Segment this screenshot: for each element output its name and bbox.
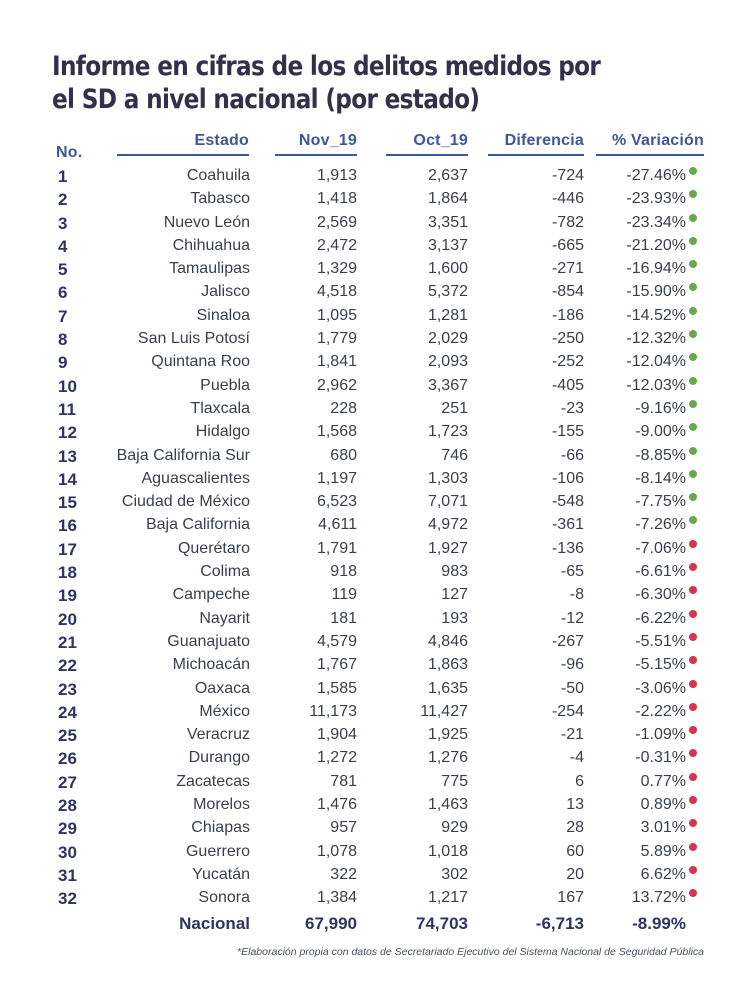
table-row — [0, 305, 753, 328]
row-no: 22 — [58, 656, 77, 676]
row-no: 21 — [58, 632, 77, 652]
row-diferencia: -21 — [560, 726, 584, 744]
table-row — [0, 468, 753, 491]
row-no: 10 — [58, 376, 77, 396]
row-oct: 983 — [441, 563, 468, 581]
row-estado: Querétaro — [177, 539, 250, 557]
red-dot-icon — [689, 563, 697, 571]
row-estado: Veracruz — [186, 726, 250, 744]
red-dot-icon — [689, 680, 697, 688]
table-row — [0, 864, 753, 887]
row-oct: 3,137 — [427, 236, 468, 254]
row-estado: Nuevo León — [163, 213, 250, 231]
row-no: 5 — [58, 260, 68, 280]
footnote: *Elaboración propia con datos de Secretariado Ejecutivo del Sistema Nacional de Seguridad Pública — [237, 946, 704, 958]
table-row — [0, 794, 753, 817]
row-nov: 918 — [330, 563, 357, 581]
row-nov: 1,779 — [316, 330, 357, 348]
row-oct: 5,372 — [427, 283, 468, 301]
row-diferencia: -23 — [560, 399, 584, 417]
row-estado: Zacatecas — [176, 772, 250, 790]
row-estado: Colima — [200, 563, 250, 581]
green-dot-icon — [689, 377, 697, 385]
row-oct: 1,281 — [427, 306, 468, 324]
row-diferencia: 20 — [566, 865, 584, 883]
row-oct: 1,303 — [427, 469, 468, 487]
header-nov: Nov_19 — [275, 132, 357, 156]
row-oct: 1,927 — [427, 539, 468, 557]
row-variacion: -9.00% — [635, 423, 686, 441]
table-row — [0, 631, 753, 654]
row-variacion: 13.72% — [631, 889, 686, 907]
row-variacion: -23.93% — [626, 190, 686, 208]
row-diferencia: -724 — [551, 167, 584, 184]
row-no: 24 — [58, 702, 77, 722]
row-estado: Campeche — [172, 586, 250, 604]
row-variacion: -9.16% — [635, 399, 686, 417]
row-nov: 322 — [330, 865, 357, 883]
row-estado: Ciudad de México — [121, 493, 250, 511]
row-oct: 1,600 — [427, 260, 468, 278]
row-no: 14 — [58, 469, 77, 489]
header-diferencia: Diferencia — [488, 132, 584, 156]
row-nov: 1,904 — [316, 726, 357, 744]
row-no: 2 — [58, 190, 68, 210]
row-variacion: -0.31% — [635, 749, 686, 767]
table-row — [0, 747, 753, 770]
row-nov: 1,568 — [316, 423, 357, 441]
row-nov: 6,523 — [316, 493, 357, 511]
row-nov: 119 — [331, 586, 357, 604]
table-row — [0, 584, 753, 607]
green-dot-icon — [689, 237, 697, 245]
table-row — [0, 491, 753, 514]
table-row — [0, 841, 753, 864]
row-diferencia: -136 — [551, 539, 584, 557]
row-oct: 7,071 — [427, 493, 468, 511]
row-nov: 781 — [330, 772, 357, 790]
row-diferencia: 13 — [566, 796, 584, 814]
row-no: 25 — [58, 726, 77, 746]
row-estado: México — [199, 702, 250, 720]
red-dot-icon — [689, 726, 697, 734]
row-no: 4 — [58, 236, 68, 256]
row-oct: 2,637 — [427, 167, 468, 184]
row-nov: 957 — [330, 819, 357, 837]
header-estado: Estado — [117, 132, 249, 156]
row-diferencia: 167 — [557, 889, 584, 907]
table-body — [0, 165, 753, 911]
row-no: 28 — [58, 796, 77, 816]
header-variacion: % Variación — [596, 132, 704, 156]
row-oct: 4,846 — [427, 632, 468, 650]
table-row — [0, 724, 753, 747]
green-dot-icon — [689, 493, 697, 501]
red-dot-icon — [689, 703, 697, 711]
table-row — [0, 538, 753, 561]
row-no: 12 — [58, 423, 77, 443]
row-variacion: -7.26% — [635, 516, 686, 534]
row-nov: 181 — [330, 609, 357, 627]
row-estado: Nayarit — [199, 609, 250, 627]
red-dot-icon — [689, 610, 697, 618]
row-oct: 1,925 — [427, 726, 468, 744]
row-diferencia: -106 — [551, 469, 584, 487]
green-dot-icon — [689, 167, 697, 175]
red-dot-icon — [689, 749, 697, 757]
row-diferencia: -361 — [551, 516, 584, 534]
row-estado: Puebla — [200, 376, 250, 394]
row-variacion: -6.30% — [635, 586, 686, 604]
row-no: 23 — [58, 679, 77, 699]
table-row — [0, 608, 753, 631]
table-row — [0, 701, 753, 724]
row-oct: 193 — [441, 609, 468, 627]
row-oct: 2,029 — [427, 330, 468, 348]
row-nov: 4,518 — [316, 283, 357, 301]
green-dot-icon — [689, 516, 697, 524]
table-row — [0, 771, 753, 794]
page-title — [52, 50, 611, 116]
row-diferencia: -4 — [569, 749, 584, 767]
row-no: 16 — [58, 516, 77, 536]
row-variacion: 3.01% — [640, 819, 686, 837]
green-dot-icon — [689, 423, 697, 431]
row-diferencia: -250 — [551, 330, 584, 348]
table-row — [0, 375, 753, 398]
row-estado: Baja California — [145, 516, 250, 534]
row-oct: 302 — [441, 865, 468, 883]
total-variacion: -8.99% — [632, 914, 686, 933]
red-dot-icon — [689, 819, 697, 827]
row-no: 30 — [58, 842, 77, 862]
row-diferencia: -186 — [551, 306, 584, 324]
row-diferencia: -267 — [551, 632, 584, 650]
row-oct: 1,723 — [427, 423, 468, 441]
row-oct: 929 — [441, 819, 468, 837]
row-diferencia: -50 — [560, 679, 584, 697]
row-diferencia: 60 — [566, 842, 584, 860]
row-estado: Guerrero — [185, 842, 250, 860]
row-no: 18 — [58, 563, 77, 583]
header-oct: Oct_19 — [386, 132, 468, 156]
table-row — [0, 421, 753, 444]
row-variacion: -5.15% — [635, 656, 686, 674]
table-row — [0, 514, 753, 537]
table-row — [0, 561, 753, 584]
row-diferencia: -271 — [551, 260, 584, 278]
table-row — [0, 258, 753, 281]
row-variacion: -8.14% — [635, 469, 686, 487]
green-dot-icon — [689, 190, 697, 198]
green-dot-icon — [689, 470, 697, 478]
row-estado: Oaxaca — [194, 679, 250, 697]
row-oct: 1,217 — [427, 889, 468, 907]
table-row — [0, 351, 753, 374]
header-no: No. — [56, 144, 83, 161]
row-oct: 2,093 — [427, 353, 468, 371]
row-nov: 1,384 — [316, 889, 357, 907]
table-row — [0, 235, 753, 258]
row-no: 29 — [58, 819, 77, 839]
green-dot-icon — [689, 260, 697, 268]
row-no: 6 — [58, 283, 68, 303]
row-estado: Baja California Sur — [116, 446, 250, 464]
row-estado: Hidalgo — [195, 423, 250, 441]
row-nov: 1,272 — [316, 749, 357, 767]
row-diferencia: -665 — [551, 236, 584, 254]
row-variacion: -8.85% — [635, 446, 686, 464]
row-oct: 775 — [441, 772, 468, 790]
red-dot-icon — [689, 540, 697, 548]
row-no: 3 — [58, 213, 68, 233]
total-nov: 67,990 — [305, 914, 357, 933]
row-diferencia: -12 — [560, 609, 584, 627]
row-estado: Tabasco — [190, 190, 250, 208]
row-nov: 1,585 — [316, 679, 357, 697]
row-nov: 4,611 — [318, 516, 357, 534]
row-variacion: -27.46% — [626, 167, 686, 184]
row-estado: San Luis Potosí — [137, 330, 250, 348]
green-dot-icon — [689, 353, 697, 361]
table-row — [0, 328, 753, 351]
row-diferencia: -96 — [560, 656, 584, 674]
row-nov: 1,913 — [316, 167, 357, 184]
row-nov: 1,841 — [316, 353, 357, 371]
row-variacion: 6.62% — [640, 865, 686, 883]
row-variacion: -7.75% — [635, 493, 686, 511]
row-variacion: 0.89% — [640, 796, 686, 814]
row-estado: Michoacán — [172, 656, 250, 674]
row-diferencia: -8 — [569, 586, 584, 604]
green-dot-icon — [689, 214, 697, 222]
row-no: 11 — [58, 399, 76, 419]
table-row — [0, 654, 753, 677]
red-dot-icon — [689, 633, 697, 641]
row-nov: 1,767 — [316, 656, 357, 674]
table-row — [0, 817, 753, 840]
green-dot-icon — [689, 283, 697, 291]
red-dot-icon — [689, 656, 697, 664]
total-row — [0, 912, 753, 936]
row-estado: Sonora — [198, 889, 250, 907]
row-variacion: -2.22% — [635, 702, 686, 720]
table-row — [0, 212, 753, 235]
row-nov: 1,197 — [316, 469, 357, 487]
table-row — [0, 678, 753, 701]
row-nov: 1,095 — [316, 306, 357, 324]
row-variacion: -6.22% — [635, 609, 686, 627]
row-nov: 1,476 — [316, 796, 357, 814]
table-row — [0, 165, 753, 188]
row-variacion: -6.61% — [635, 563, 686, 581]
row-no: 17 — [58, 539, 77, 559]
red-dot-icon — [689, 889, 697, 897]
row-variacion: -1.09% — [635, 726, 686, 744]
red-dot-icon — [689, 796, 697, 804]
row-oct: 1,864 — [427, 190, 468, 208]
row-no: 8 — [58, 330, 68, 350]
row-nov: 1,418 — [316, 190, 357, 208]
row-nov: 2,569 — [316, 213, 357, 231]
row-no: 13 — [58, 446, 77, 466]
row-oct: 127 — [441, 586, 468, 604]
table-row — [0, 188, 753, 211]
row-estado: Yucatán — [192, 865, 250, 883]
row-estado: Coahuila — [186, 167, 250, 184]
row-nov: 228 — [330, 399, 357, 417]
row-estado: Durango — [188, 749, 250, 767]
row-nov: 4,579 — [316, 632, 357, 650]
green-dot-icon — [689, 330, 697, 338]
row-estado: Chiapas — [191, 819, 250, 837]
row-estado: Sinaloa — [196, 306, 250, 324]
row-nov: 680 — [330, 446, 357, 464]
row-nov: 2,962 — [316, 376, 357, 394]
row-no: 9 — [58, 353, 68, 373]
row-diferencia: -782 — [551, 213, 584, 231]
row-diferencia: -446 — [551, 190, 584, 208]
total-diferencia: -6,713 — [535, 914, 584, 933]
red-dot-icon — [689, 586, 697, 594]
row-variacion: -12.32% — [626, 330, 686, 348]
row-variacion: -12.04% — [626, 353, 686, 371]
green-dot-icon — [689, 400, 697, 408]
table-row — [0, 887, 753, 910]
red-dot-icon — [689, 843, 697, 851]
row-variacion: -3.06% — [635, 679, 686, 697]
row-oct: 4,972 — [427, 516, 468, 534]
table-row — [0, 398, 753, 421]
row-diferencia: -155 — [551, 423, 584, 441]
row-estado: Tamaulipas — [169, 260, 250, 278]
red-dot-icon — [689, 773, 697, 781]
row-diferencia: -65 — [560, 563, 584, 581]
row-diferencia: -405 — [551, 376, 584, 394]
row-no: 15 — [58, 493, 77, 513]
row-nov: 1,329 — [316, 260, 357, 278]
row-variacion: -14.52% — [626, 306, 686, 324]
row-no: 26 — [58, 749, 77, 769]
row-variacion: -16.94% — [626, 260, 686, 278]
row-oct: 1,863 — [427, 656, 468, 674]
row-diferencia: 28 — [566, 819, 584, 837]
row-nov: 2,472 — [316, 236, 357, 254]
green-dot-icon — [689, 447, 697, 455]
row-no: 27 — [58, 772, 77, 792]
total-oct: 74,703 — [416, 914, 468, 933]
row-estado: Chihuahua — [172, 236, 250, 254]
row-oct: 746 — [441, 446, 468, 464]
row-estado: Quintana Roo — [151, 353, 250, 371]
row-no: 1 — [58, 167, 68, 186]
row-no: 7 — [58, 306, 68, 326]
title-line-2: el SD a nivel nacional (por estado) — [52, 84, 480, 115]
row-no: 20 — [58, 609, 77, 629]
row-no: 31 — [58, 865, 77, 885]
title-line-1: Informe en cifras de los delitos medidos por — [52, 51, 601, 82]
row-oct: 251 — [441, 399, 468, 417]
row-variacion: -5.51% — [635, 632, 686, 650]
row-estado: Aguascalientes — [141, 469, 250, 487]
row-diferencia: -252 — [551, 353, 584, 371]
table-row — [0, 281, 753, 304]
row-nov: 1,791 — [316, 539, 357, 557]
row-variacion: -21.20% — [626, 236, 686, 254]
row-oct: 1,018 — [427, 842, 468, 860]
row-estado: Jalisco — [201, 283, 250, 301]
row-diferencia: -854 — [551, 283, 584, 301]
row-oct: 11,427 — [420, 702, 468, 720]
row-diferencia: -548 — [551, 493, 584, 511]
row-no: 32 — [58, 889, 77, 909]
row-estado: Guanajuato — [167, 632, 250, 650]
row-diferencia: 6 — [575, 772, 584, 790]
row-variacion: 5.89% — [640, 842, 686, 860]
row-nov: 1,078 — [316, 842, 357, 860]
row-estado: Morelos — [193, 796, 250, 814]
row-variacion: -7.06% — [635, 539, 686, 557]
row-oct: 1,276 — [427, 749, 468, 767]
green-dot-icon — [689, 307, 697, 315]
row-no: 19 — [58, 586, 77, 606]
row-estado: Tlaxcala — [190, 399, 250, 417]
row-oct: 1,463 — [427, 796, 468, 814]
row-variacion: -23.34% — [626, 213, 686, 231]
row-oct: 3,351 — [427, 213, 468, 231]
row-diferencia: -66 — [560, 446, 584, 464]
row-oct: 3,367 — [427, 376, 468, 394]
row-variacion: 0.77% — [640, 772, 686, 790]
row-diferencia: -254 — [551, 702, 584, 720]
row-variacion: -15.90% — [626, 283, 686, 301]
row-variacion: -12.03% — [626, 376, 686, 394]
total-estado: Nacional — [179, 914, 250, 933]
table-row — [0, 445, 753, 468]
row-nov: 11,173 — [309, 702, 357, 720]
red-dot-icon — [689, 866, 697, 874]
row-oct: 1,635 — [427, 679, 468, 697]
